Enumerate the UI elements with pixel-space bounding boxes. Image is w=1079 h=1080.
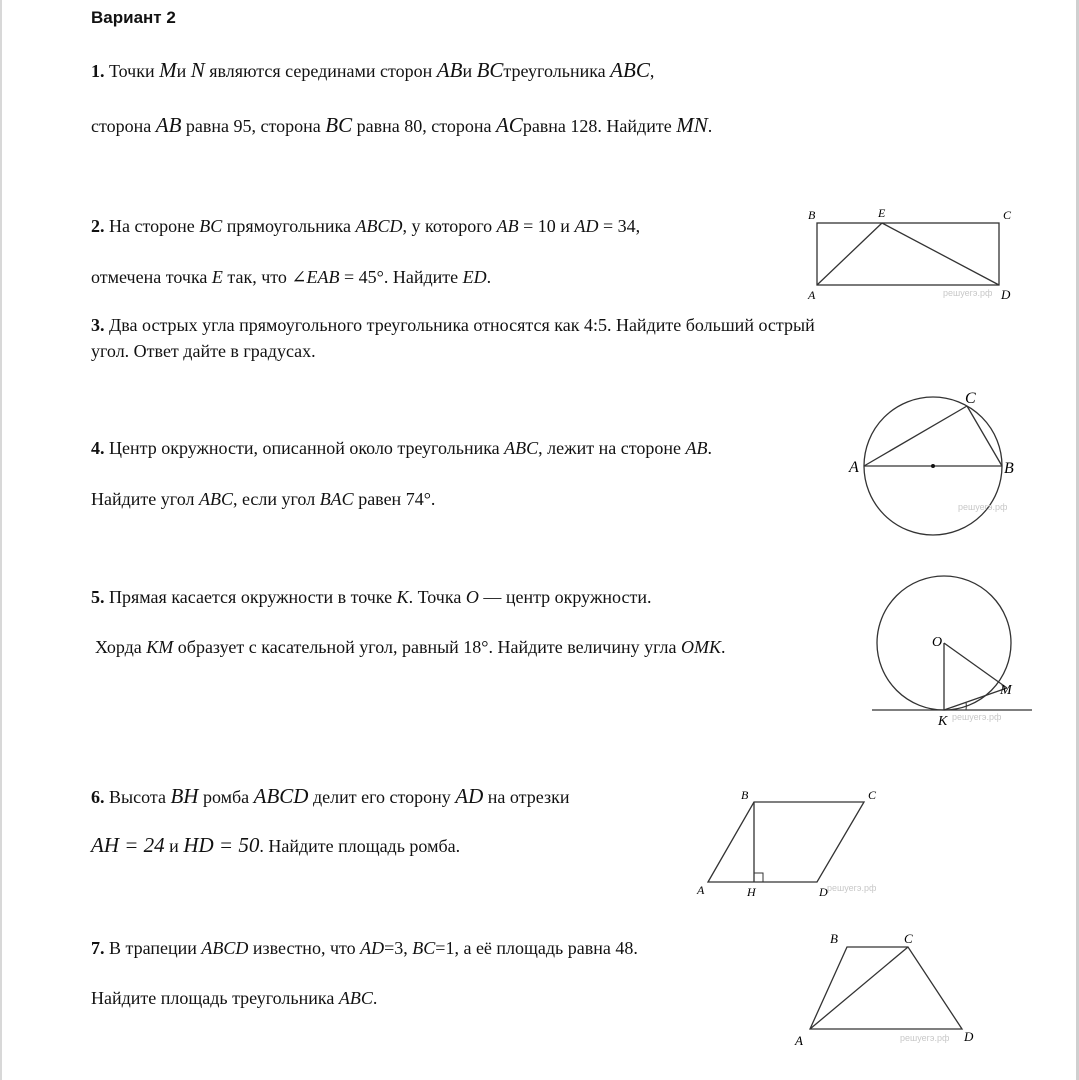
problem-3-line-2: угол. Ответ дайте в градусах. [91, 341, 316, 361]
circumscribed-circle-figure [845, 380, 1065, 540]
segment-cb [967, 406, 1002, 466]
label-d: D [1001, 287, 1011, 302]
radius-om [944, 643, 1007, 688]
variant-title: Вариант 2 [91, 8, 176, 27]
problem-6-line-1: 6. Высота BH ромба ABCD делит его сторону AD на отрезки [91, 784, 570, 808]
label-a: A [697, 883, 705, 897]
rectangle-abcd [817, 223, 999, 285]
chord-km [944, 688, 1007, 710]
segment-ae [817, 223, 882, 285]
watermark: решуегэ.рф [943, 288, 993, 298]
problem-1-line-1: 1. Точки Mи N являются серединами сторон ABи BCтреугольника ABC, [91, 58, 655, 82]
label-d: D [819, 885, 828, 899]
segment-ed [882, 223, 999, 285]
label-c: C [1003, 208, 1012, 222]
watermark: решуегэ.рф [900, 1033, 950, 1043]
watermark: решуегэ.рф [827, 883, 877, 893]
tangent-circle-figure [872, 570, 1052, 735]
label-a: A [849, 459, 859, 476]
label-a: A [795, 1033, 803, 1048]
segment-ac [864, 406, 967, 466]
right-angle-mark [754, 873, 763, 882]
rhombus-figure [695, 785, 895, 905]
watermark: решуегэ.рф [958, 502, 1008, 512]
label-a: A [808, 288, 816, 302]
problem-5-line-1: 5. Прямая касается окружности в точке K. Точка O — центр окружности. [91, 587, 652, 607]
problem-4-line-2: Найдите угол ABC, если угол BAC равен 74°. [91, 489, 436, 509]
label-b: B [1004, 460, 1014, 477]
problem-4-line-1: 4. Центр окружности, описанной около треугольника ABC, лежит на стороне AB. [91, 438, 712, 458]
diagonal-ac [810, 947, 908, 1029]
problem-2-line-2: отмечена точка E так, что ∠EAB = 45°. Найдите ED. [91, 267, 492, 287]
label-e: E [878, 206, 886, 220]
label-o: O [932, 635, 943, 650]
problem-7-line-2: Найдите площадь треугольника ABC. [91, 988, 378, 1008]
trapezoid-abcd [810, 947, 962, 1029]
problem-6-line-2: AH = 24 и HD = 50. Найдите площадь ромба. [91, 833, 461, 857]
label-h: H [747, 885, 756, 899]
label-k: K [938, 714, 948, 729]
problem-1-line-2: сторона AB равна 95, сторона BC равна 80, сторона ACравна 128. Найдите MN. [91, 113, 713, 137]
label-c: C [965, 390, 976, 407]
label-b: B [808, 208, 816, 222]
page-edge-left [0, 0, 2, 1080]
label-m: M [1000, 683, 1012, 698]
label-c: C [868, 788, 877, 802]
label-b: B [741, 788, 749, 802]
watermark: решуегэ.рф [952, 712, 1002, 722]
label-d: D [964, 1029, 974, 1044]
center-point [931, 464, 935, 468]
rectangle-figure [800, 200, 1030, 310]
problem-7-line-1: 7. В трапеции ABCD известно, что AD=3, BC=1, а её площадь равна 48. [91, 938, 638, 958]
trapezoid-figure [790, 925, 990, 1055]
problem-3-line-1: 3. Два острых угла прямоугольного треугольника относятся как 4:5. Найдите больший острый [91, 315, 815, 335]
label-b: B [830, 931, 838, 946]
rhombus-abcd [708, 802, 864, 882]
label-c: C [904, 931, 913, 946]
problem-5-line-2: Хорда KM образует с касательной угол, равный 18°. Найдите величину угла OMK. [95, 637, 726, 657]
problem-2-line-1: 2. На стороне BC прямоугольника ABCD, у которого AB = 10 и AD = 34, [91, 216, 641, 236]
